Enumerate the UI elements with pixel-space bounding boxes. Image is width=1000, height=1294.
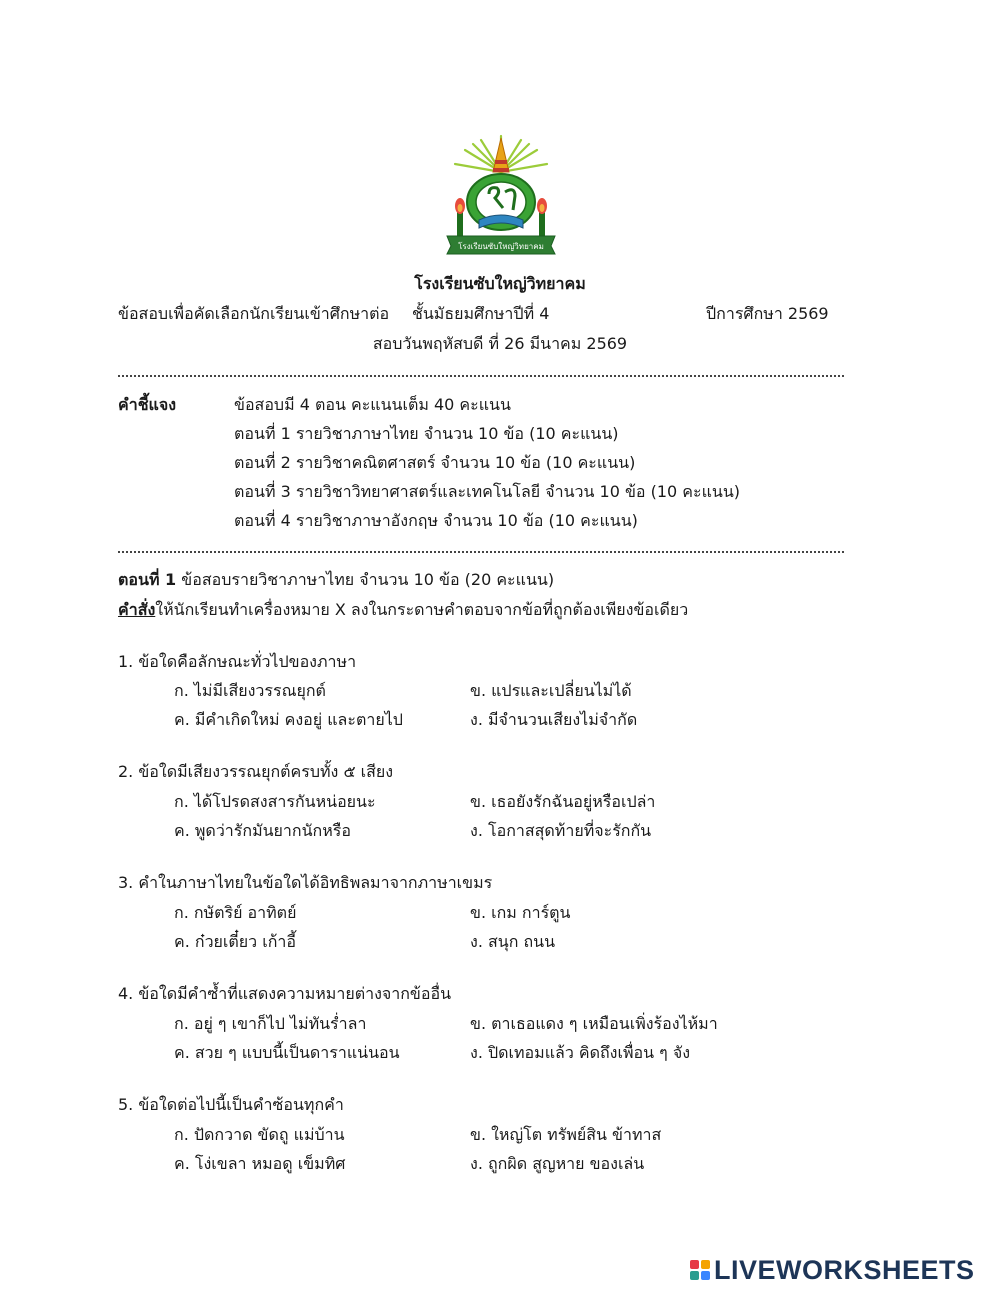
question-2 [118,760,393,785]
option-a[interactable]: ก. ได้โปรดสงสารกันหน่อยนะ [174,792,376,811]
option-c[interactable]: ค. ก๋วยเตี๋ยว เก้าอี้ [174,932,296,951]
option-c[interactable]: ค. โง่เขลา หมอดู เข็มทิศ [174,1154,346,1173]
option-b[interactable]: ข. ตาเธอแดง ๆ เหมือนเพิ่งร้องไห้มา [470,1014,718,1033]
live-block [701,1260,710,1269]
live-block [701,1271,710,1280]
live-block [690,1271,699,1280]
exam-title: ข้อสอบเพื่อคัดเลือกนักเรียนเข้าศึกษาต่อ [118,304,390,323]
option-a[interactable]: ก. กษัตริย์ อาทิตย์ [174,903,297,922]
question-text: ข้อใดต่อไปนี้เป็นคำซ้อนทุกคำ [138,1095,344,1114]
question-text: คำในภาษาไทยในข้อใดได้อิทธิพลมาจากภาษาเขมร [138,873,493,892]
divider [118,375,844,377]
option-d[interactable]: ง. มีจำนวนเสียงไม่จำกัด [470,710,638,729]
option-a[interactable]: ก. อยู่ ๆ เขาก็ไป ไม่ทันร่ำลา [174,1014,367,1033]
instruction-line: ข้อสอบมี 4 ตอน คะแนนเต็ม 40 คะแนน [234,395,511,414]
instruction-line: ตอนที่ 2 รายวิชาคณิตศาสตร์ จำนวน 10 ข้อ (10 คะแนน) [234,453,636,472]
question-number: 2. [118,762,134,781]
option-a[interactable]: ก. ปัดกวาด ขัดถู แม่บ้าน [174,1125,345,1144]
section-title: ข้อสอบรายวิชาภาษาไทย จำนวน 10 ข้อ (20 คะแนน) [181,570,555,589]
logo-banner-text: โรงเรียนซับใหญ่วิทยาคม [458,242,544,251]
school-logo [443,132,559,256]
question-4 [118,982,451,1007]
question-number: 4. [118,984,134,1003]
section-command [118,598,688,623]
divider [118,551,844,553]
brand-name: LIVEWORKSHEETS [714,1254,975,1285]
command-text: ให้นักเรียนทำเครื่องหมาย X ลงในกระดาษคำตอบจากข้อที่ถูกต้องเพียงข้อเดียว [155,600,689,619]
instruction-line: ตอนที่ 1 รายวิชาภาษาไทย จำนวน 10 ข้อ (10 คะแนน) [234,424,619,443]
live-blocks-icon [690,1260,710,1280]
school-name: โรงเรียนซับใหญ่วิทยาคม [414,274,586,293]
exam-date: สอบวันพฤหัสบดี ที่ 26 มีนาคม 2569 [372,334,628,353]
section-label: ตอนที่ 1 [118,570,177,589]
instruction-line: ตอนที่ 3 รายวิชาวิทยาศาสตร์และเทคโนโลยี จำนวน 10 ข้อ (10 คะแนน) [234,482,741,501]
option-d[interactable]: ง. ปิดเทอมแล้ว คิดถึงเพื่อน ๆ จัง [470,1043,690,1062]
option-b[interactable]: ข. เธอยังรักฉันอยู่หรือเปล่า [470,792,656,811]
instructions-label: คำชี้แจง [118,395,177,414]
option-d[interactable]: ง. ถูกผิด สูญหาย ของเล่น [470,1154,645,1173]
option-b[interactable]: ข. แปรและเปลี่ยนไม่ได้ [470,681,632,700]
option-d[interactable]: ง. โอกาสสุดท้ายที่จะรักกัน [470,821,652,840]
instruction-line: ตอนที่ 4 รายวิชาภาษาอังกฤษ จำนวน 10 ข้อ (10 คะแนน) [234,511,638,530]
liveworksheets-logo[interactable] [690,1254,975,1286]
option-c[interactable]: ค. พูดว่ารักมันยากนักหรือ [174,821,351,840]
command-label: คำสั่ง [118,600,156,619]
section-heading [118,568,554,593]
option-b[interactable]: ข. เกม การ์ตูน [470,903,571,922]
option-b[interactable]: ข. ใหญ่โต ทรัพย์สิน ข้าทาส [470,1125,662,1144]
question-text: ข้อใดมีเสียงวรรณยุกต์ครบทั้ง ๕ เสียง [138,762,394,781]
grade-level: ชั้นมัธยมศึกษาปีที่ 4 [412,304,550,323]
question-number: 1. [118,652,134,671]
question-text: ข้อใดมีคำซ้ำที่แสดงความหมายต่างจากข้ออื่น [138,984,452,1003]
academic-year: ปีการศึกษา 2569 [706,304,829,323]
option-d[interactable]: ง. สนุก ถนน [470,932,556,951]
live-block [690,1260,699,1269]
option-a[interactable]: ก. ไม่มีเสียงวรรณยุกต์ [174,681,326,700]
question-1 [118,650,356,675]
question-number: 3. [118,873,134,892]
option-c[interactable]: ค. มีคำเกิดใหม่ คงอยู่ และตายไป [174,710,403,729]
question-text: ข้อใดคือลักษณะทั่วไปของภาษา [138,652,357,671]
question-5 [118,1093,344,1118]
question-3 [118,871,492,896]
question-number: 5. [118,1095,134,1114]
option-c[interactable]: ค. สวย ๆ แบบนี้เป็นดาราแน่นอน [174,1043,400,1062]
